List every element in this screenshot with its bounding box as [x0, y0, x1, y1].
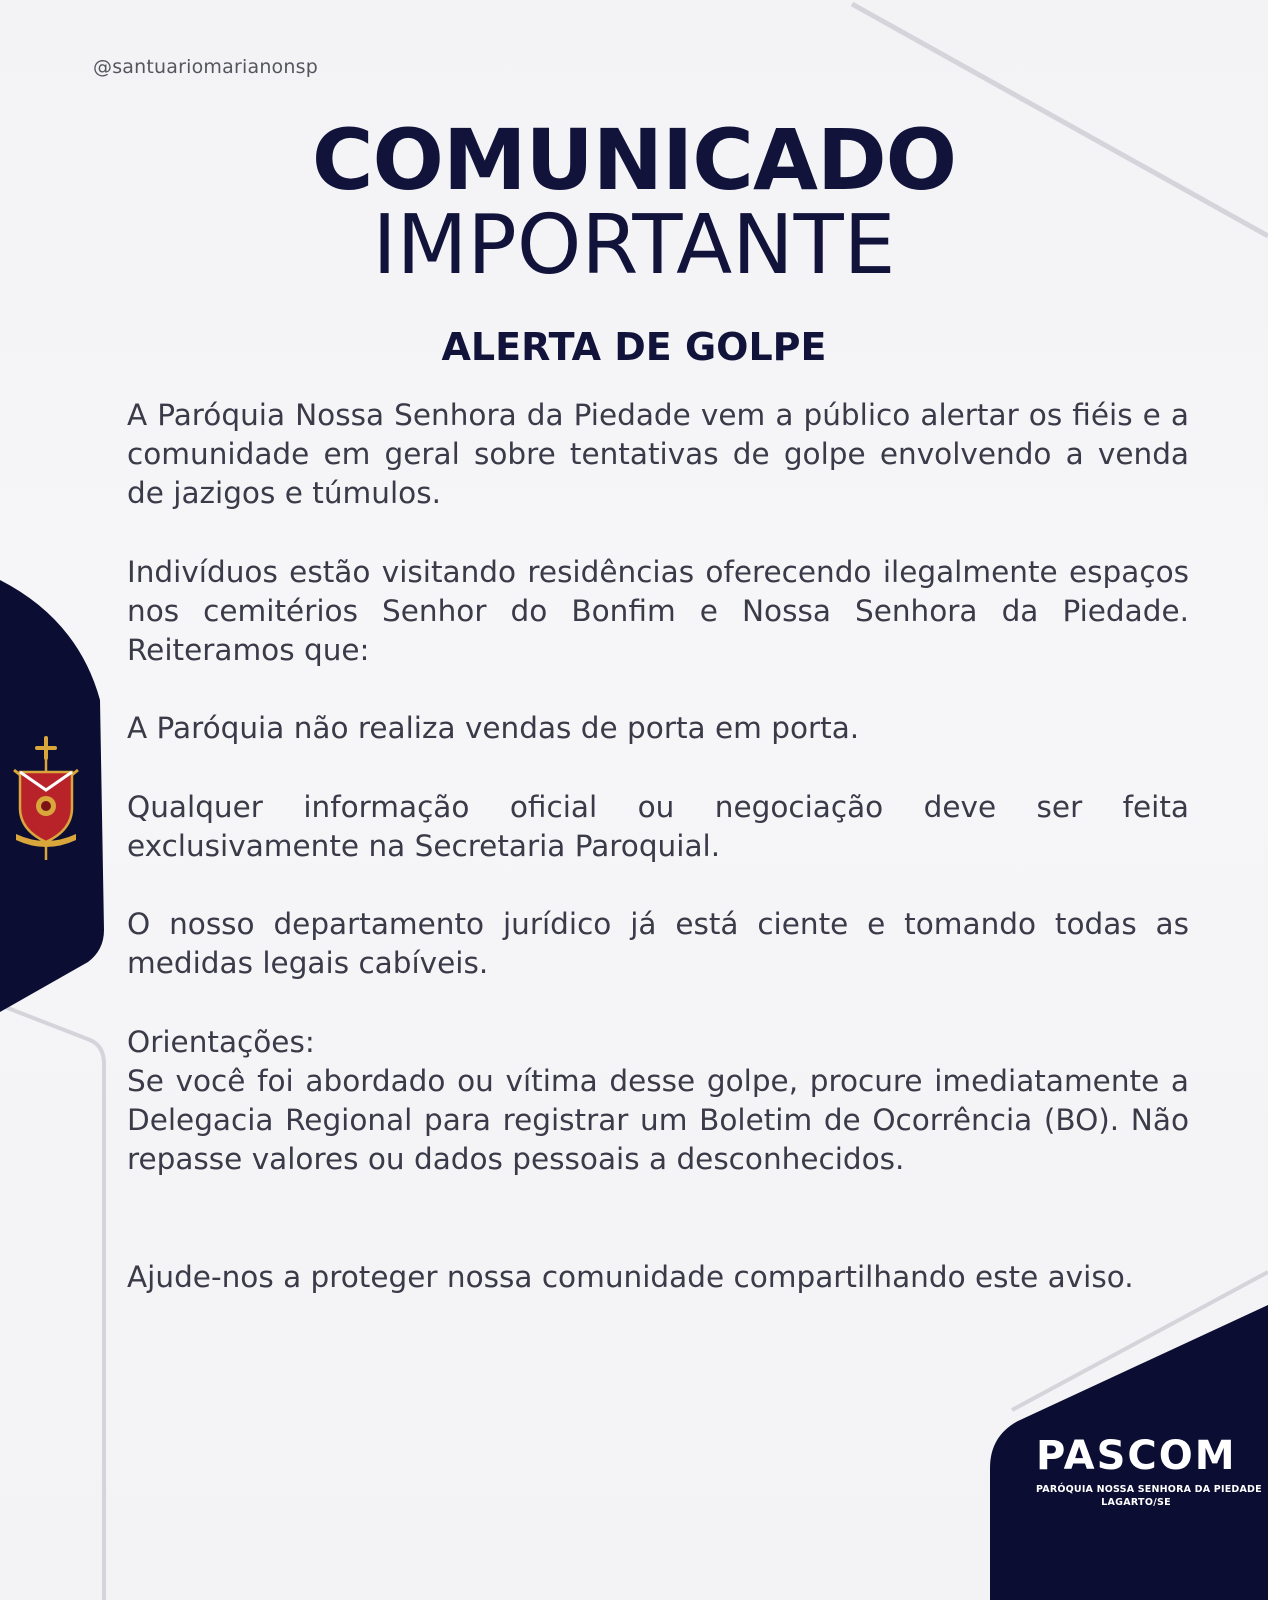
- subtitle-alerta: ALERTA DE GOLPE: [441, 325, 827, 369]
- social-handle: @santuariomarianonsp: [93, 56, 318, 78]
- pascom-location: LAGARTO/SE: [1101, 1497, 1171, 1508]
- pascom-logo: [1036, 1433, 1262, 1508]
- decor-line-left: [0, 1005, 104, 1600]
- title-importante: IMPORTANTE: [372, 198, 896, 293]
- pascom-logo-text: PASCOM: [1036, 1433, 1237, 1479]
- paragraph-intro: A Paróquia Nossa Senhora da Piedade vem a público alertar os fiéis e a comunidade em geral sobre tentativas de golpe envolvendo a venda de jazigos e túmulos.: [127, 398, 1189, 510]
- pascom-parish-name: PARÓQUIA NOSSA SENHORA DA PIEDADE: [1036, 1484, 1262, 1495]
- paragraph-legal: O nosso departamento jurídico já está ciente e tomando todas as medidas legais cabíveis.: [127, 907, 1189, 980]
- paragraph-official-info: Qualquer informação oficial ou negociação deve ser feita exclusivamente na Secretaria Paroquial.: [127, 790, 1189, 863]
- paragraph-orientacoes: Se você foi abordado ou vítima desse golpe, procure imediatamente a Delegacia Regional para registrar um Boletim de Ocorrência (BO). Não repasse valores ou dados pessoais a desconhecidos.: [127, 1064, 1189, 1176]
- title-comunicado: COMUNICADO: [311, 111, 957, 209]
- paragraph-orientacoes-heading: Orientações:: [127, 1025, 315, 1059]
- paragraph-individuos: Indivíduos estão visitando residências oferecendo ilegalmente espaços nos cemitérios Senhor do Bonfim e Nossa Senhora da Piedade. Reiteramos que:: [127, 555, 1189, 667]
- paragraph-no-door-sales: A Paróquia não realiza vendas de porta em porta.: [127, 711, 860, 745]
- paragraph-share: Ajude-nos a proteger nossa comunidade compartilhando este aviso.: [127, 1260, 1134, 1294]
